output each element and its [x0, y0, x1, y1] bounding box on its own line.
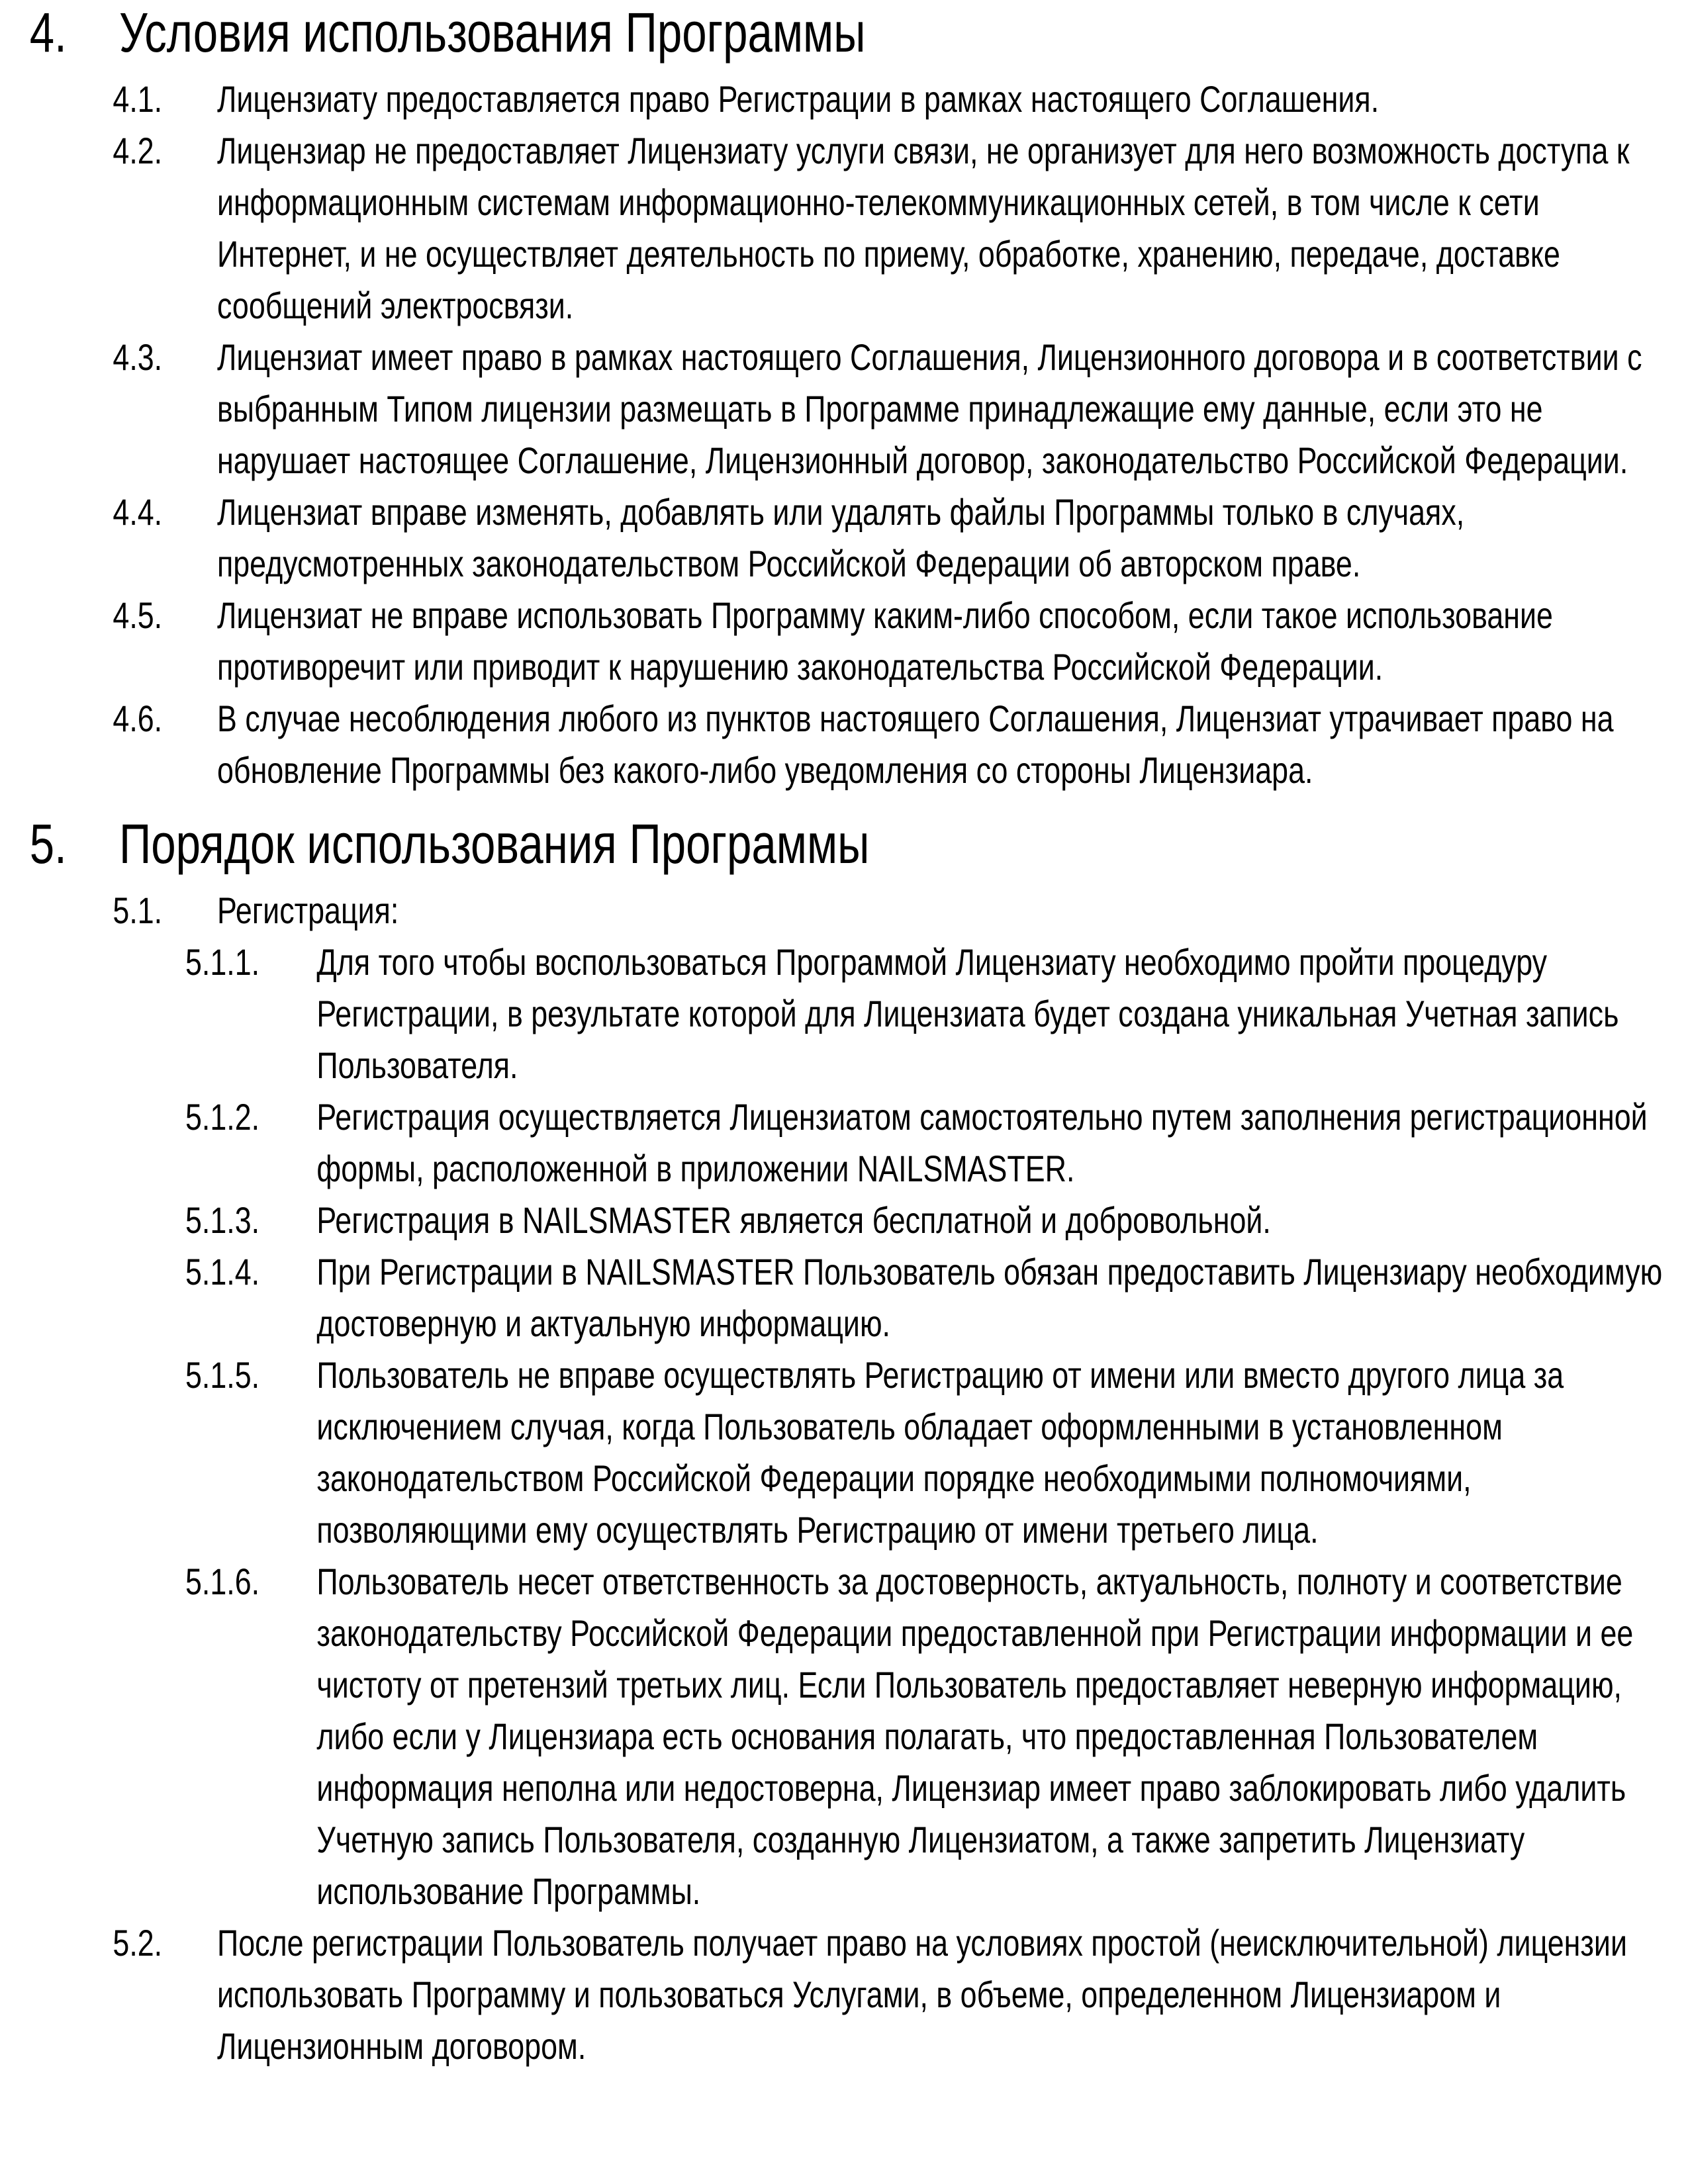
clause-5-2-text: После регистрации Пользователь получает право на условиях простой (неисключительной) лицензии использовать Программу и пользоваться Услугами, в объеме, определенном Лицензиаром и Лицензионным договором. — [217, 1922, 1627, 2067]
clause-4-3-number: 4.3. — [113, 336, 163, 378]
clause-5-1-6-number: 5.1.6. — [185, 1561, 260, 1602]
clause-5-1-1-number: 5.1.1. — [185, 941, 260, 983]
section-4-heading — [0, 1, 1688, 64]
section-5-number: 5. — [29, 813, 67, 875]
clause-4-1-number: 4.1. — [113, 78, 163, 120]
clause-5-1-5 — [0, 1349, 1688, 1556]
clause-5-1-2-number: 5.1.2. — [185, 1096, 260, 1138]
clause-4-6 — [0, 693, 1688, 796]
section-5-heading — [0, 813, 1688, 876]
clause-5-1-5-number: 5.1.5. — [185, 1354, 260, 1396]
section-5-title: Порядок использования Программы — [119, 813, 870, 875]
clause-4-5 — [0, 590, 1688, 693]
clause-4-6-text: В случае несоблюдения любого из пунктов настоящего Соглашения, Лицензиат утрачивает право на обновление Программы без какого-либо уведомления со стороны Лицензиара. — [217, 698, 1614, 791]
clause-4-1-text: Лицензиату предоставляется право Регистрации в рамках настоящего Соглашения. — [217, 78, 1380, 120]
clause-5-1-4-text: При Регистрации в NAILSMASTER Пользователь обязан предоставить Лицензиару необходимую достоверную и актуальную информацию. — [316, 1251, 1663, 1344]
clause-5-1-6-text: Пользователь несет ответственность за достоверность, актуальность, полноту и соответствие законодательству Российской Федерации предоставленной при Регистрации информации и ее чистоту от претензий третьих лиц. Если Пользователь предоставляет неверную информацию, либо если у Лицензиара есть основания полагать, что предоставленная Пользователем информация неполна или недостоверна, Лицензиар имеет право заблокировать либо удалить Учетную запись Пользователя, созданную Лицензиатом, а также запретить Лицензиату использование Программы. — [316, 1561, 1634, 1912]
clause-5-1-3-number: 5.1.3. — [185, 1199, 260, 1241]
clause-4-4-text: Лицензиат вправе изменять, добавлять или удалять файлы Программы только в случаях, предусмотренных законодательством Российской Федерации об авторском праве. — [217, 491, 1465, 584]
clause-5-1-3-text: Регистрация в NAILSMASTER является бесплатной и добровольной. — [316, 1199, 1271, 1241]
clause-5-1-text: Регистрация: — [217, 889, 399, 931]
clause-5-1-1-text: Для того чтобы воспользоваться Программой Лицензиату необходимо пройти процедуру Регистрации, в результате которой для Лицензиата будет создана уникальная Учетная запись Пользователя. — [316, 941, 1619, 1086]
section-4-number: 4. — [29, 1, 67, 64]
clause-5-1-4-number: 5.1.4. — [185, 1251, 260, 1293]
clause-5-1-number: 5.1. — [113, 889, 163, 931]
clause-5-2 — [0, 1917, 1688, 2072]
clause-4-6-number: 4.6. — [113, 698, 163, 739]
clause-4-2 — [0, 125, 1688, 332]
clause-5-1-3 — [0, 1195, 1688, 1246]
clause-4-4 — [0, 486, 1688, 590]
clause-5-1-6 — [0, 1556, 1688, 1917]
clause-4-3 — [0, 332, 1688, 486]
clause-5-1-5-text: Пользователь не вправе осуществлять Регистрацию от имени или вместо другого лица за исключением случая, когда Пользователь обладает оформленными в установленном законодательством Российской Федерации порядке необходимыми полномочиями, позволяющими ему осуществлять Регистрацию от имени третьего лица. — [316, 1354, 1564, 1551]
section-4-title: Условия использования Программы — [119, 1, 866, 64]
clause-4-1 — [0, 73, 1688, 125]
clause-5-1-2 — [0, 1091, 1688, 1195]
clause-4-2-text: Лицензиар не предоставляет Лицензиату услуги связи, не организует для него возможность доступа к информационным системам информационно-телекоммуникационных сетей, в том числе к сети Интернет, и не осуществляет деятельность по приему, обработке, хранению, передаче, доставке сообщений электросвязи. — [217, 130, 1630, 326]
clause-5-2-number: 5.2. — [113, 1922, 163, 1964]
clause-4-5-text: Лицензиат не вправе использовать Программу каким-либо способом, если такое использование противоречит или приводит к нарушению законодательства Российской Федерации. — [217, 594, 1553, 688]
clause-5-1-1 — [0, 936, 1688, 1091]
clause-4-4-number: 4.4. — [113, 491, 163, 533]
clause-5-1 — [0, 885, 1688, 936]
clause-4-2-number: 4.2. — [113, 130, 163, 171]
clause-5-1-2-text: Регистрация осуществляется Лицензиатом самостоятельно путем заполнения регистрационной формы, расположенной в приложении NAILSMASTER. — [316, 1096, 1648, 1189]
clause-4-3-text: Лицензиат имеет право в рамках настоящего Соглашения, Лицензионного договора и в соответствии с выбранным Типом лицензии размещать в Программе принадлежащие ему данные, если это не нарушает настоящее Соглашение, Лицензионный договор, законодательство Российской Федерации. — [217, 336, 1642, 481]
clause-5-1-4 — [0, 1246, 1688, 1349]
clause-4-5-number: 4.5. — [113, 594, 163, 636]
